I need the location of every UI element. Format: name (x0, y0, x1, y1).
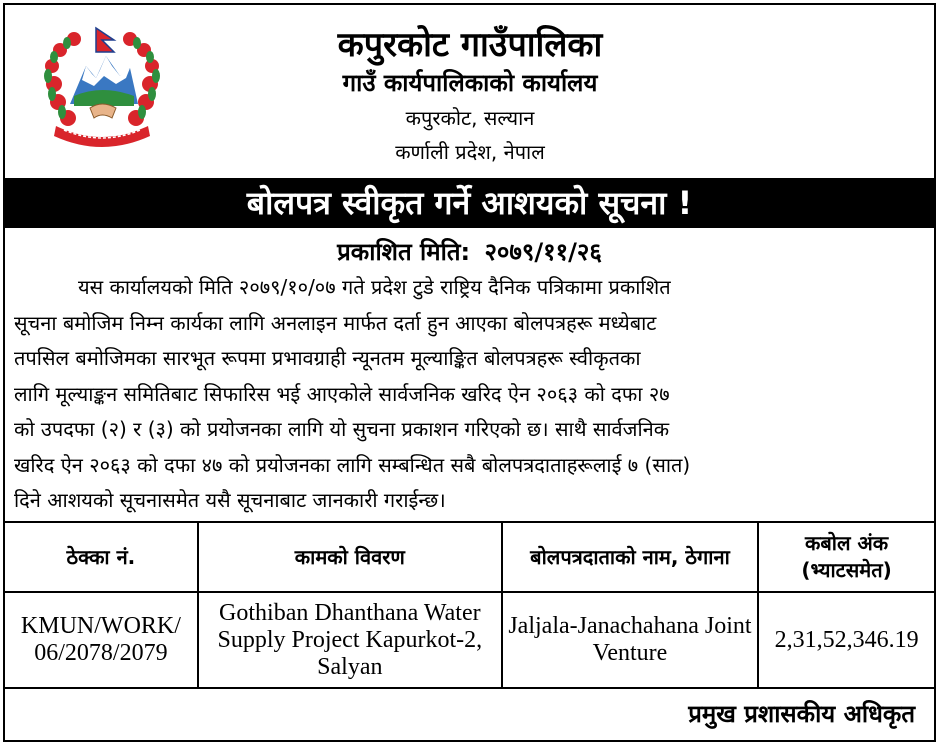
cell-bid-amount: 2,31,52,346.19 (758, 592, 935, 688)
table-row (4, 592, 935, 688)
body-line: को उपदफा (२) र (३) को प्रयोजनका लागि यो सुचना प्रकाशन गरिएको छ। साथै सार्वजनिक (14, 417, 670, 441)
notice-body (14, 270, 924, 519)
body-line: खरिद ऐन २०६३ को दफा ४७ को प्रयोजनका लागि सम्बन्धित सबै बोलपत्रदाताहरूलाई ७ (सात) (14, 452, 691, 477)
body-line: लागि मूल्याङ्कन समितिबाट सिफारिस भई आएकोले सार्वजनिक खरिद ऐन २०६३ को दफा २७ (14, 381, 670, 406)
signature-title: प्रमुख प्रशासकीय अधिकृत (688, 700, 915, 728)
header-contract-no: ठेक्का नं. (4, 522, 198, 592)
publication-date-label: प्रकाशित मिति: (337, 238, 471, 266)
header-bidder-name: बोलपत्रदाताको नाम, ठेगाना (502, 522, 758, 592)
header-bid-amount: कबोल अंक (भ्याटसमेत) (758, 522, 935, 592)
body-line: यस कार्यालयको मिति २०७९/१०/०७ गते प्रदेश टुडे राष्ट्रिय दैनिक पत्रिकामा प्रकाशित (78, 275, 671, 299)
municipality-title: कपुरकोट गाउँपालिका (337, 25, 603, 65)
cell-bidder-name: Jaljala-Janachahana Joint Venture (502, 592, 758, 688)
notice-title: बोलपत्र स्वीकृत गर्ने आशयको सूचना ! (3, 178, 936, 228)
cell-work-description: Gothiban Dhanthana Water Supply Project Kapurkot-2, Salyan (198, 592, 502, 688)
table-header-row (4, 522, 935, 592)
address-line-1: कपुरकोट, सल्यान (405, 106, 535, 130)
cell-contract-no: KMUN/WORK/ 06/2078/2079 (4, 592, 198, 688)
body-line: तपसिल बमोजिमका सारभूत रूपमा प्रभावग्राही न्यूनतम मूल्याङ्कित बोलपत्रहरू स्वीकृतका (14, 346, 641, 370)
publication-date (0, 235, 939, 268)
office-name: गाउँ कार्यपालिकाको कार्यालय (342, 69, 598, 97)
nepal-emblem-icon (34, 26, 170, 150)
publication-date-value: २०७९/११/२६ (484, 238, 602, 266)
header-work-description: कामको विवरण (198, 522, 502, 592)
address-line-2: कर्णाली प्रदेश, नेपाल (395, 140, 545, 164)
body-line: सूचना बमोजिम निम्न कार्यका लागि अनलाइन मार्फत दर्ता हुन आएका बोलपत्रहरू मध्येबाट (14, 310, 657, 335)
bid-table (3, 521, 936, 689)
body-line: दिने आशयको सूचनासमेत यसै सूचनाबाट जानकारी गराईन्छ। (14, 488, 446, 512)
